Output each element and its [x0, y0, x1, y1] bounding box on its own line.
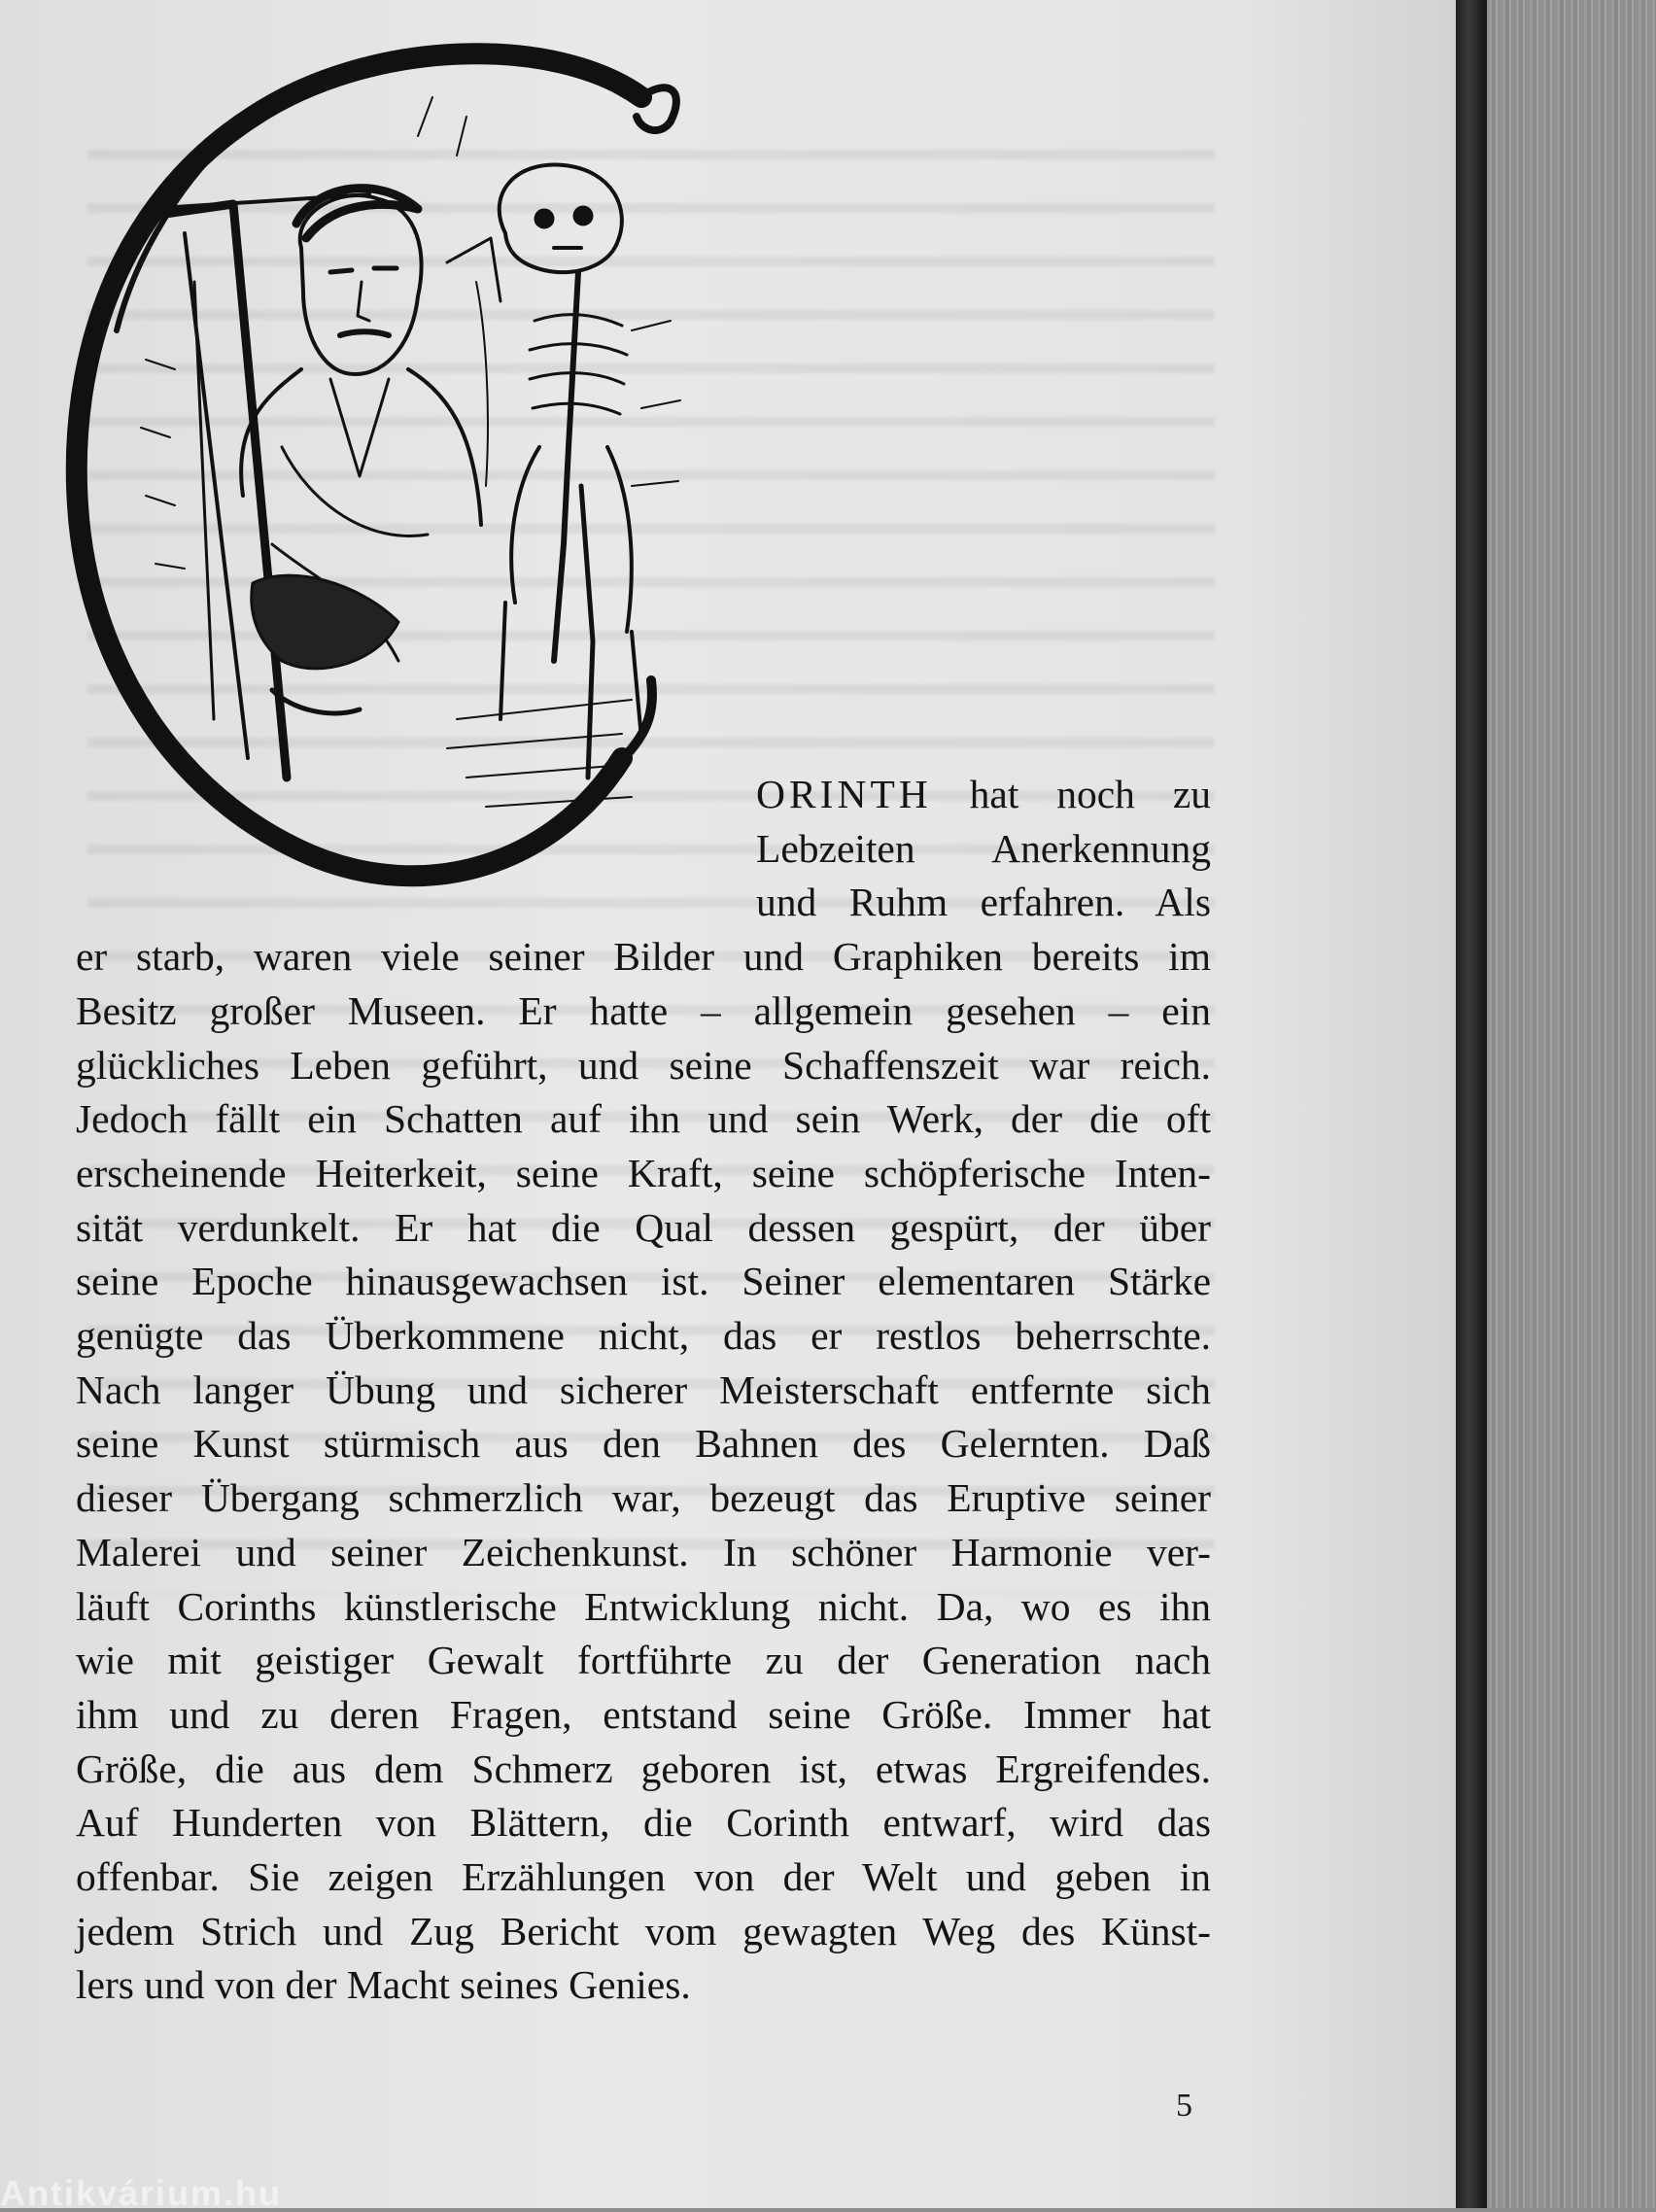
text-line: und Ruhm erfahren. Als: [756, 880, 1211, 925]
text-line: dieser Übergang schmerzlich war, bezeugt das Eruptive seiner: [76, 1475, 1211, 1521]
initial-rest: ORINTH: [756, 772, 932, 816]
text-line: Auf Hunderten von Blättern, die Corinth entwarf, wird das: [76, 1800, 1211, 1846]
watermark: Antikvárium.hu: [0, 2173, 283, 2212]
intro-lines: [76, 768, 1211, 930]
text-line: Jedoch fällt ein Schatten auf ihn und sein Werk, der die oft: [76, 1096, 1211, 1142]
book-spine-edge: [1454, 0, 1487, 2208]
text-line: ORINTH hat noch zu: [756, 772, 1211, 816]
text-line: Besitz großer Museen. Er hatte – allgemein gesehen – ein: [76, 987, 1211, 1033]
text-line: seine Epoche hinausgewachsen ist. Seiner elementaren Stärke: [76, 1259, 1211, 1304]
body-text: [76, 768, 1211, 2013]
text-line: Größe, die aus dem Schmerz geboren ist, etwas Ergreifendes.: [76, 1745, 1211, 1791]
text-line: seine Kunst stürmisch aus den Bahnen des Gelernten. Daß: [76, 1421, 1211, 1467]
text-line: glückliches Leben geführt, und seine Schaffenszeit war reich.: [76, 1042, 1211, 1088]
text-line: läuft Corinths künstlerische Entwicklung nicht. Da, wo es ihn: [76, 1583, 1211, 1629]
text-line: offenbar. Sie zeigen Erzählungen von der Welt und geben in: [76, 1854, 1211, 1900]
text-line: ihm und zu deren Fragen, entstand seine Größe. Immer hat: [76, 1691, 1211, 1737]
text-line: Malerei und seiner Zeichenkunst. In schöner Harmonie ver-: [76, 1529, 1211, 1574]
text-line: Lebzeiten Anerkennung: [756, 825, 1211, 871]
text-line: erscheinende Heiterkeit, seine Kraft, seine schöpferische Inten-: [76, 1150, 1211, 1195]
text-line: lers und von der Macht seines Genies.: [76, 1962, 691, 2008]
text-line: wie mit geistiger Gewalt fortführte zu der Generation nach: [76, 1638, 1211, 1683]
text-line: genügte das Überkommene nicht, das er restlos beherrschte.: [76, 1313, 1211, 1359]
text-line: jedem Strich und Zug Bericht vom gewagten Weg des Künst-: [76, 1908, 1211, 1953]
page-number: 5: [1176, 2088, 1192, 2124]
text-line: Nach langer Übung und sicherer Meisterschaft entfernte sich: [76, 1366, 1211, 1412]
text-line: sität verdunkelt. Er hat die Qual dessen gespürt, der über: [76, 1204, 1211, 1250]
corinth-initial-c-with-self-portrait-and-skeleton-icon: [49, 39, 690, 894]
text-line: er starb, waren viele seiner Bilder und Graphiken bereits im: [76, 934, 1211, 980]
